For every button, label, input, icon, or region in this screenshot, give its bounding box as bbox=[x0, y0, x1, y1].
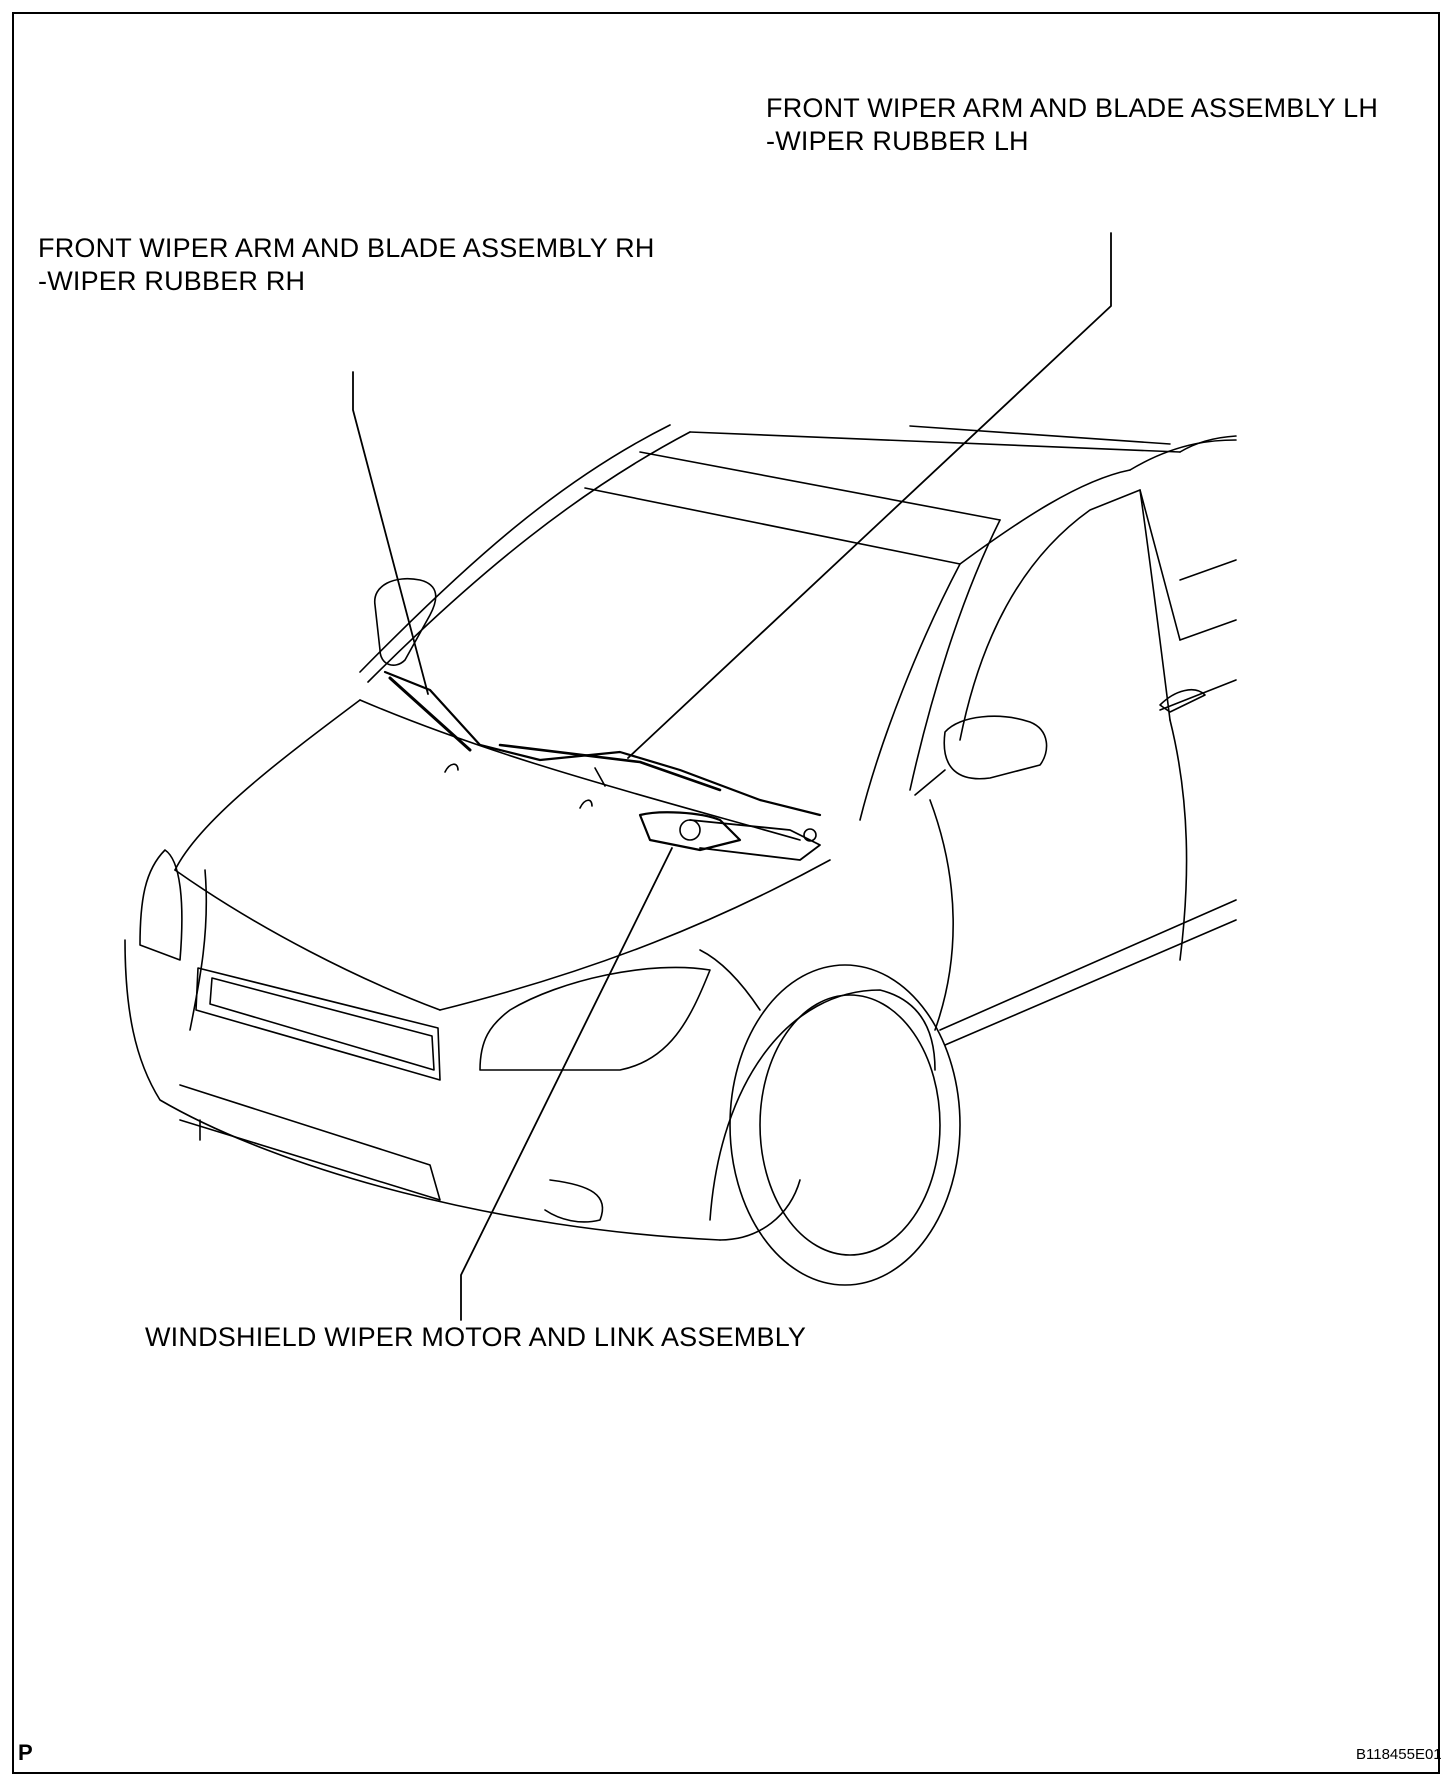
wiper-lh-label-line1: FRONT WIPER ARM AND BLADE ASSEMBLY LH bbox=[766, 93, 1379, 123]
wiper-rh-label-line2: -WIPER RUBBER RH bbox=[38, 266, 306, 296]
wiper-lh-label bbox=[766, 92, 1378, 158]
figure-code: B118455E01 bbox=[1356, 1746, 1442, 1763]
wiper-lh-label-line2: -WIPER RUBBER LH bbox=[766, 126, 1029, 156]
motor-label: WINDSHIELD WIPER MOTOR AND LINK ASSEMBLY bbox=[145, 1322, 807, 1352]
leader-line-motor bbox=[461, 848, 672, 1320]
wiper-rh-label-line1: FRONT WIPER ARM AND BLADE ASSEMBLY RH bbox=[38, 233, 655, 263]
leader-line-rh bbox=[353, 372, 428, 694]
corner-mark: P bbox=[18, 1740, 33, 1765]
wiper-rh-label bbox=[38, 232, 655, 298]
